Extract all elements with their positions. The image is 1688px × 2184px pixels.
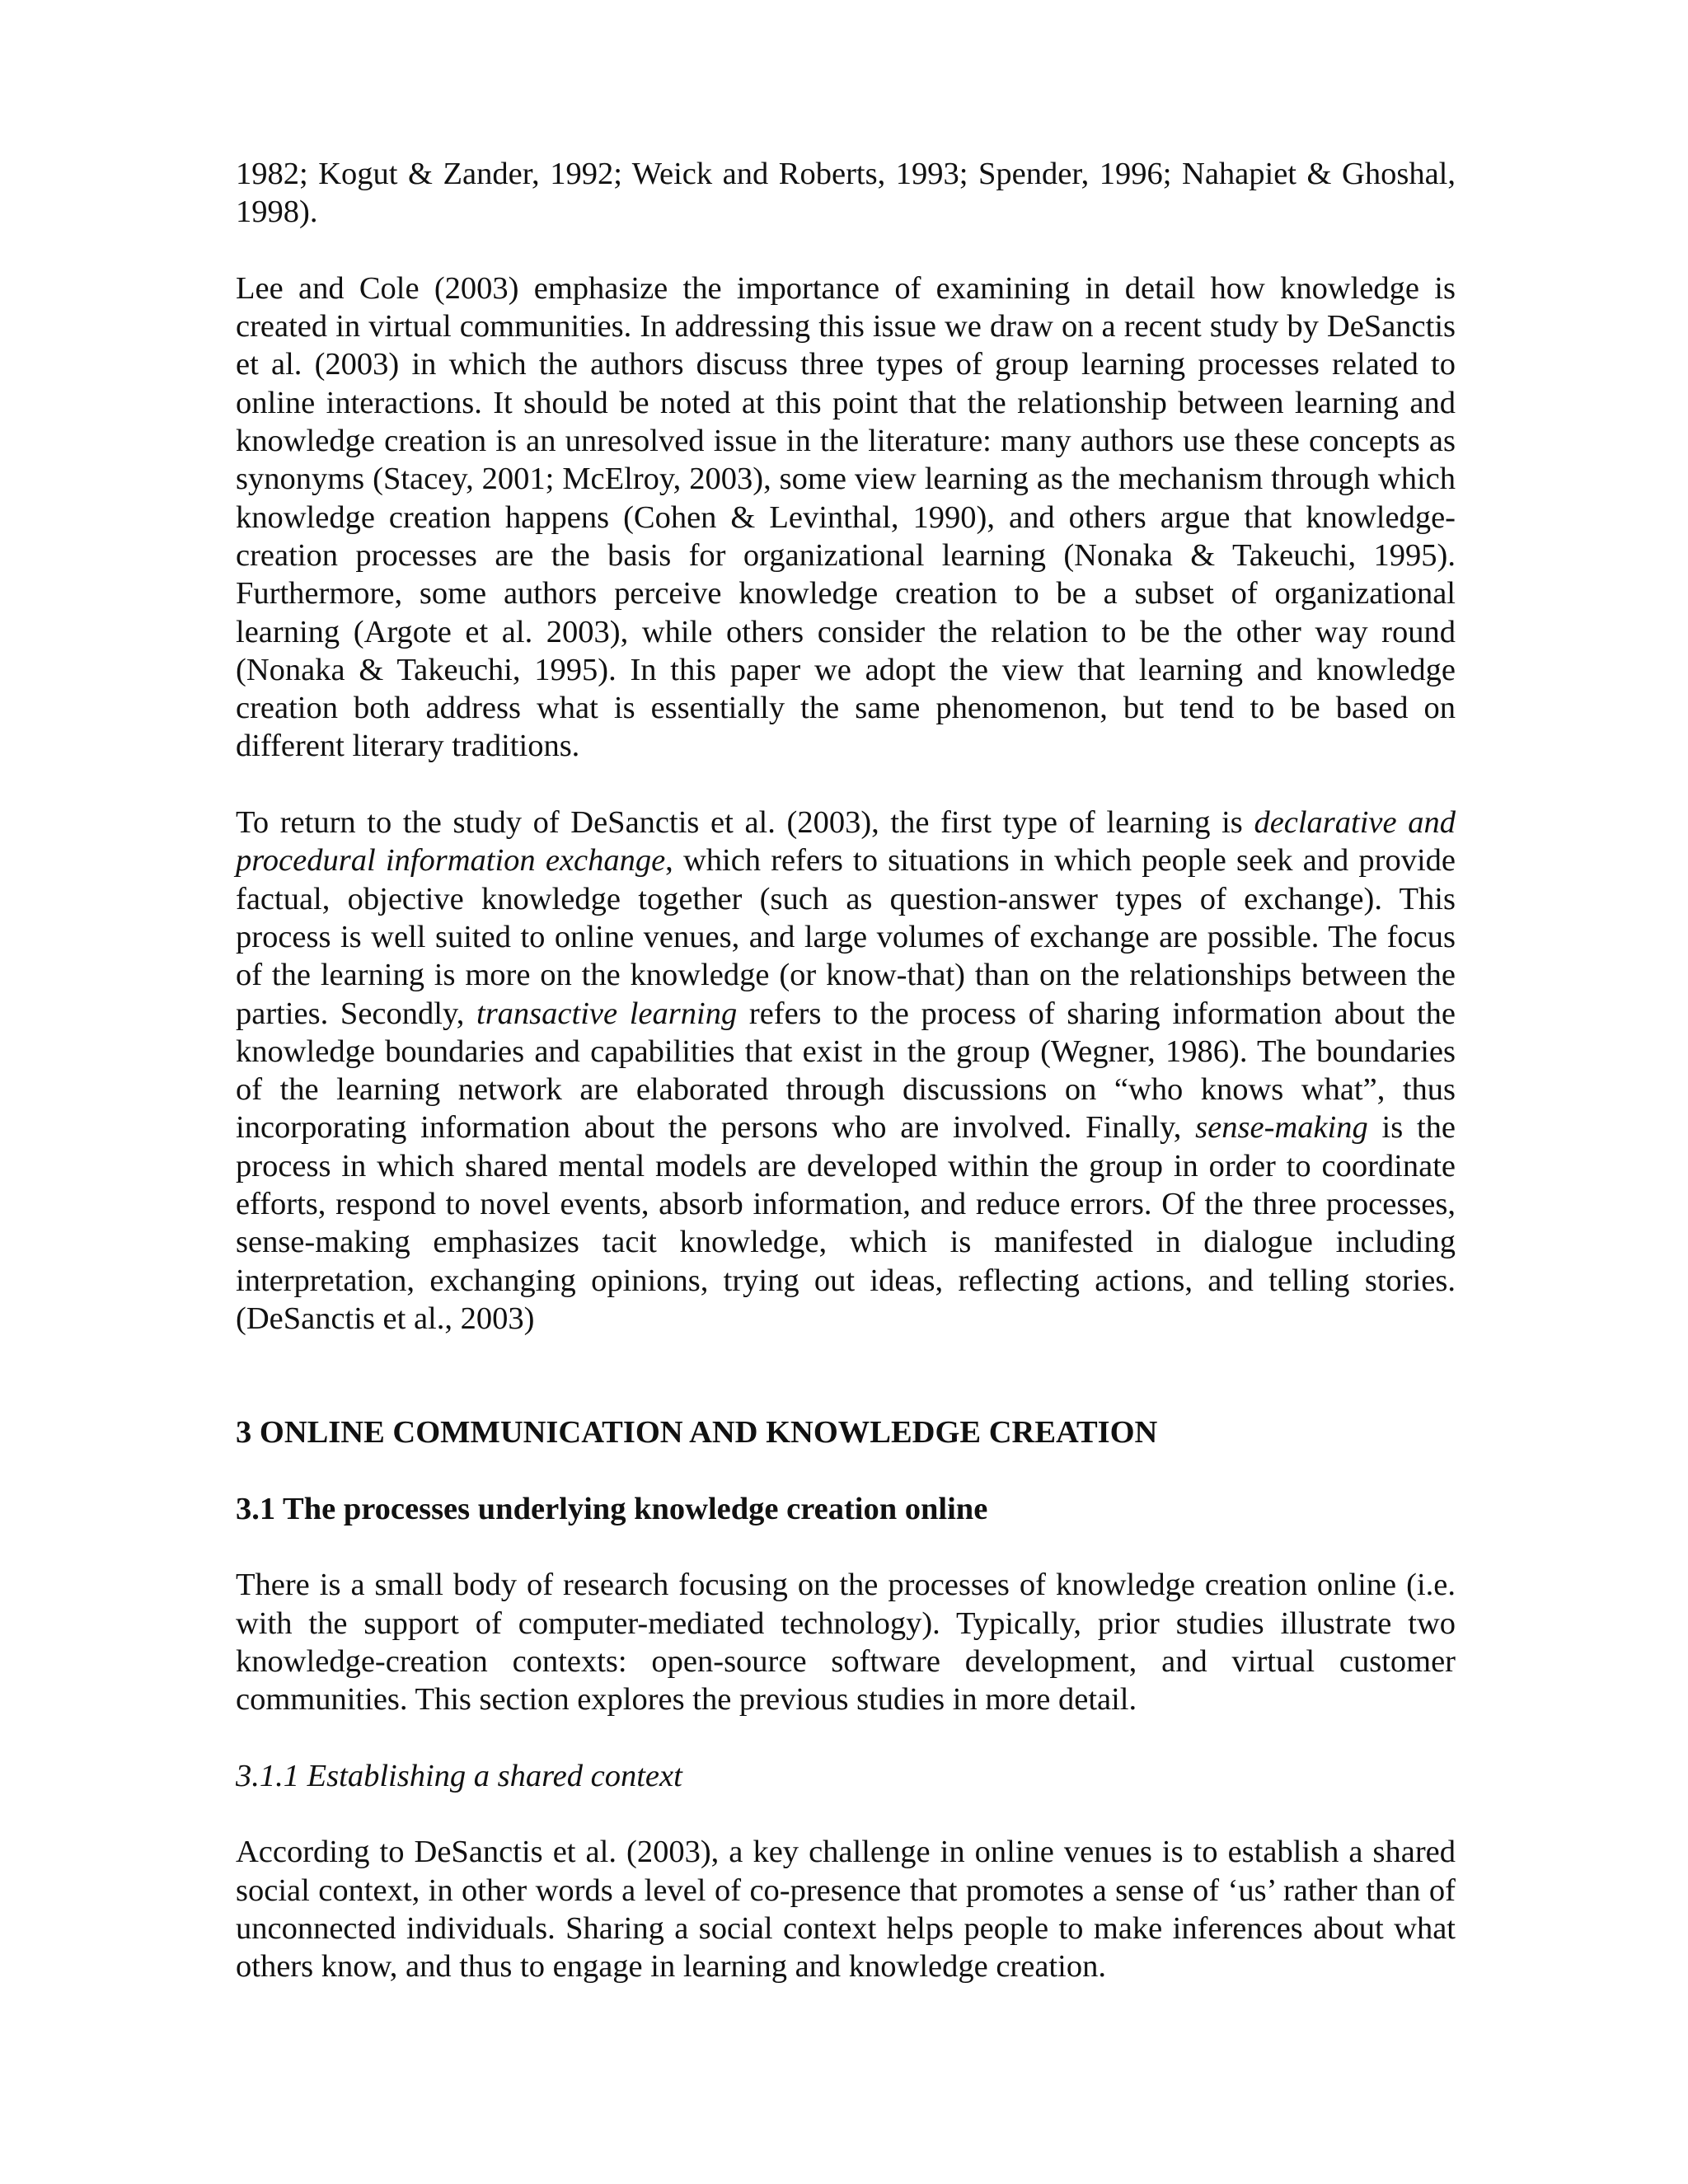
document-page <box>236 155 1456 1986</box>
term-transactive-learning: transactive learning <box>476 996 738 1031</box>
paragraph-desanctis-learning-types <box>236 804 1456 1338</box>
paragraph-text-segment: is the process in which shared mental models are developed within the group in order to coordinate efforts, respond to novel events, absorb information, and reduce errors. Of the three processes, sense-making emphasizes tacit knowledge, which is manifested in dialogue including interpretation, exchanging opinions, trying out ideas, reflecting actions, and telling stories. (DeSanctis et al., 2003) <box>236 1110 1456 1336</box>
term-declarative-exchange: declarative and procedural information exchange <box>236 805 1456 879</box>
paragraph-shared-context: According to DeSanctis et al. (2003), a key challenge in online venues is to establish a shared social context, in other words a level of co-presence that promotes a sense of ‘us’ rather than of unconnected individuals. Sharing a social context helps people to make inferences about what others know, and thus to engage in learning and knowledge creation. <box>236 1835 1456 1985</box>
section-heading: 3 ONLINE COMMUNICATION AND KNOWLEDGE CREATION <box>236 1415 1158 1451</box>
paragraph-text-segment: refers to the process of sharing information about the knowledge boundaries and capabilities that exist in the group (Wegner, 1986). The boundaries of the learning network are elaborated through discussions on “who knows what”, thus incorporating information about the persons who are involved. Finally, <box>236 996 1456 1146</box>
paragraph-citation-continuation: 1982; Kogut & Zander, 1992; Weick and Roberts, 1993; Spender, 1996; Nahapiet & Ghoshal, 1998). <box>236 157 1456 230</box>
subsubsection-heading: 3.1.1 Establishing a shared context <box>236 1758 682 1793</box>
paragraph-body-of-research: There is a small body of research focusing on the processes of knowledge creation online (i.e. with the support of computer-mediated technology). Typically, prior studies illustrate two knowledge-creation contexts: open-source software development, and virtual customer communities. This section explores the previous studies in more detail. <box>236 1568 1456 1718</box>
subsection-heading: 3.1 The processes underlying knowledge creation online <box>236 1491 988 1526</box>
paragraph-text-segment: To return to the study of DeSanctis et al. (2003), the first type of learning is <box>236 805 1254 841</box>
term-sense-making: sense-making <box>1195 1110 1368 1146</box>
paragraph-text-segment: , which refers to situations in which people seek and provide factual, objective knowledge together (such as question-answer types of exchange). This process is well suited to online venues, and large volumes of exchange are possible. The focus of the learning is more on the knowledge (or know-that) than on the relationships between the parties. Secondly, <box>236 843 1456 1031</box>
paragraph-lee-cole: Lee and Cole (2003) emphasize the importance of examining in detail how knowledge is created in virtual communities. In addressing this issue we draw on a recent study by DeSanctis et al. (2003) in which the authors discuss three types of group learning processes related to online interactions. It should be noted at this point that the relationship between learning and knowledge creation is an unresolved issue in the literature: many authors use these concepts as synonyms (Stacey, 2001; McElroy, 2003), some view learning as the mechanism through which knowledge creation happens (Cohen & Levinthal, 1990), and others argue that knowledge-creation processes are the basis for organizational learning (Nonaka & Takeuchi, 1995). Furthermore, some authors perceive knowledge creation to be a subset of organizational learning (Argote et al. 2003), while others consider the relation to be the other way round (Nonaka & Takeuchi, 1995). In this paper we adopt the view that learning and knowledge creation both address what is essentially the same phenomenon, but tend to be based on different literary traditions. <box>236 270 1456 764</box>
